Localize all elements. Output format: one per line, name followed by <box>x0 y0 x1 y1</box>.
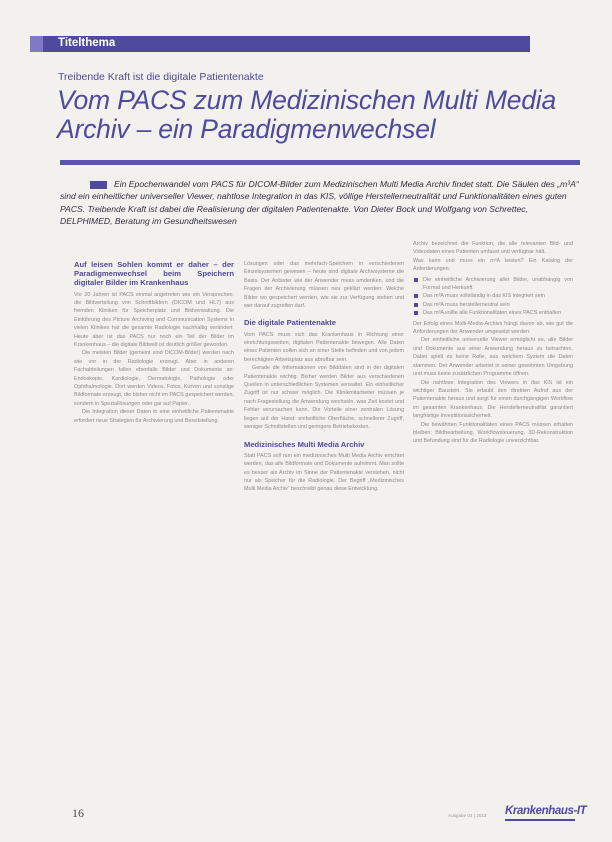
section-marker <box>30 36 43 52</box>
column-2-paragraph-1: Lösungen oder das mehrfach-Speichern in verschiedenen Einzelsystemen gewesen – heute sind digitale Archivsysteme die Basis. Der Anbieter wie der Anwender muss umdenken, und die Fragen der Archivierung müssen neu geklärt werden: Welche Bilder wo gespeichert werden, wie sie zur Verfügung stehen und wer darauf zugreifen darf. <box>244 261 404 310</box>
article-column-2 <box>244 260 404 494</box>
column-3-paragraph-4: Der einheitliche universelle Viewer ermöglicht es, alle Bilder und Dokumente aus einer Anwendung heraus zu betrachten. Dabei spielt es keine Rolle, aus welchem System die Daten stammen. Der Anwender arbeitet in seiner gewohnten Umgebung und muss keine zusätzlichen Programme öffnen. <box>413 337 573 378</box>
column-3-paragraph-3: Der Erfolg eines Multi-Media-Archivs hängt davon ab, wie gut die Anforderungen der Anwender umgesetzt werden. <box>413 320 573 336</box>
issue-label: Ausgabe 04 | 2013 <box>448 813 487 818</box>
column-2-subhead-1: Die digitale Patientenakte <box>244 318 336 328</box>
column-2-paragraph-2: Vom PACS muss sich das Krankenhaus in Richtung einer einrichtungsweiten, digitalen Patientenakte bewegen. Alle Daten eines Patienten sollen sich an einer Stelle befinden und von jedem berechtigten Arbeitsplatz aus abrufbar sein. <box>244 331 404 363</box>
lead-paragraph: Ein Epochenwandel vom PACS für DICOM-Bilder zum Medizinischen Multi Media Archiv findet statt. Die Säulen des „m³A“ sind ein einheitlicher universeller Viewer, nahtlose Integration in das KIS, völlige Herstellerneutralität und Funktionalitäten eines guten PACS. Treibende Kraft ist dabei die Realisierung der digitalen Patientenakte. Von Dieter Bock und Wolfgang von Schrettec, DELPHIMED, Beratung im Gesundheitswesen <box>60 179 579 227</box>
section-banner <box>30 36 530 52</box>
requirements-list <box>413 276 573 318</box>
logo-underline <box>505 819 575 821</box>
list-item: Das m³A muss herstellerneutral sein <box>413 301 573 309</box>
column-1-subhead: Auf leisen Sohlen kommt er daher – der Paradigmenwechsel beim Speichern digitaler Bilder im Krankenhaus <box>74 260 234 288</box>
column-3-paragraph-2: Was kann und muss ein m³A leisten? Ein Katalog der Anforderungen: <box>413 257 573 273</box>
kicker: Treibende Kraft ist die digitale Patientenakte <box>58 71 264 83</box>
headline: Vom PACS zum Medizinischen Multi Media Archiv – ein Paradigmenwechsel <box>57 85 557 144</box>
column-2-subhead-2: Medizinisches Multi Media Archiv <box>244 439 365 449</box>
article-column-1 <box>74 260 234 425</box>
list-item: Die einheitliche Archivierung aller Bilder, unabhängig von Format und Herkunft <box>413 276 573 293</box>
section-label: Titelthema <box>58 37 116 49</box>
column-2-paragraph-3: Gerade die Informationen von Bilddaten sind in der digitalen Patientenakte wichtig. Bisher werden Bilder aus verschiedenen Quellen in unterschiedlichen Systemen verwaltet. Ein einheitlicher Zugriff ist nur schwer möglich. Die Klinikmitarbeiter müssen je nach Fragestellung die Anwendung wechseln, was Zeit kostet und Fehler verursachen kann. Die Vorteile einer zentralen Lösung liegen auf der Hand: einheitliche Oberfläche, schnellerer Zugriff, weniger Schnittstellen und geringere Betriebskosten. <box>244 365 404 431</box>
column-2-paragraph-4: Statt PACS soll nun ein medizinisches Multi Media Archiv errichtet werden, das alle Bildformate und Dokumente aufnimmt. Man sollte es besser als Archiv im Sinne der Patientenakte verstehen, nicht nur als Speicher für die Radiologie. Der Begriff „Medizinisches Multi Media Archiv“ beschreibt genau diese Entwicklung. <box>244 452 404 493</box>
column-3-paragraph-6: Die bewährten Funktionalitäten eines PACS müssen erhalten bleiben: Bildbearbeitung, Workflowsteuerung, 3D-Rekonstruktion und Befundung sind für die Radiologie unverzichtbar. <box>413 421 573 445</box>
column-3-paragraph-1: Archiv bezeichnet die Funktion, die alle relevanten Bild- und Videodaten eines Patienten umfasst und verfügbar hält. <box>413 241 573 256</box>
headline-rule <box>60 160 580 165</box>
list-item: Das m³A muss vollständig in das KIS integriert sein <box>413 292 573 300</box>
column-1-paragraph-1: Vor 20 Jahren ist PACS einmal angetreten wie ein Versprechen: die Bildverteilung von Schnittbildern (DICOM und HL7) aus fremden Kliniken für Speicherplatz und Bildverwaltung. Die Einführung des Picture Archiving and Communication Systems in vielen Kliniken hat die gesamte Radiologie nachhaltig verändert. Heute aber ist das PACS nur noch ein Teil der Bilder im Krankenhaus – die digitale Bildwelt ist deutlich größer geworden. <box>74 291 234 349</box>
article-column-3 <box>413 240 573 446</box>
page-number: 16 <box>72 806 84 820</box>
list-item: Das m³A sollte alle Funktionalitäten eines PACS enthalten <box>413 309 573 317</box>
magazine-logo: Krankenhaus-IT <box>505 805 587 817</box>
column-1-paragraph-2: Die meisten Bilder (gemeint sind DICOM-Bilder) werden nach wie vor in der Radiologie erzeugt. Aber in anderen Fachabteilungen fallen ebenfalls Bilder und Dokumente an: Endoskopie, Kardiologie, Dermatologie, Pathologie oder Ophthalmologie. Dort werden Videos, Fotos, Kurven und sonstige Bildformate erzeugt, die bisher nicht im PACS gespeichert werden, sondern in Speziallösungen oder gar auf Papier. <box>74 350 234 407</box>
column-3-paragraph-5: Die nahtlose Integration des Viewers in das KIS ist ein wichtiger Baustein. Sie erlaubt den direkten Aufruf aus der Patientenakte heraus und sorgt für einen durchgängigen Workflow im gesamten Krankenhaus. Die Herstellerneutralität garantiert langfristige Investitionssicherheit. <box>413 379 573 420</box>
column-1-paragraph-3: Die Integration dieser Daten in eine einheitliche Patientenakte erfordert neue Strategien für Archivierung und Bereitstellung. <box>74 409 234 424</box>
lead-marker <box>90 181 107 189</box>
